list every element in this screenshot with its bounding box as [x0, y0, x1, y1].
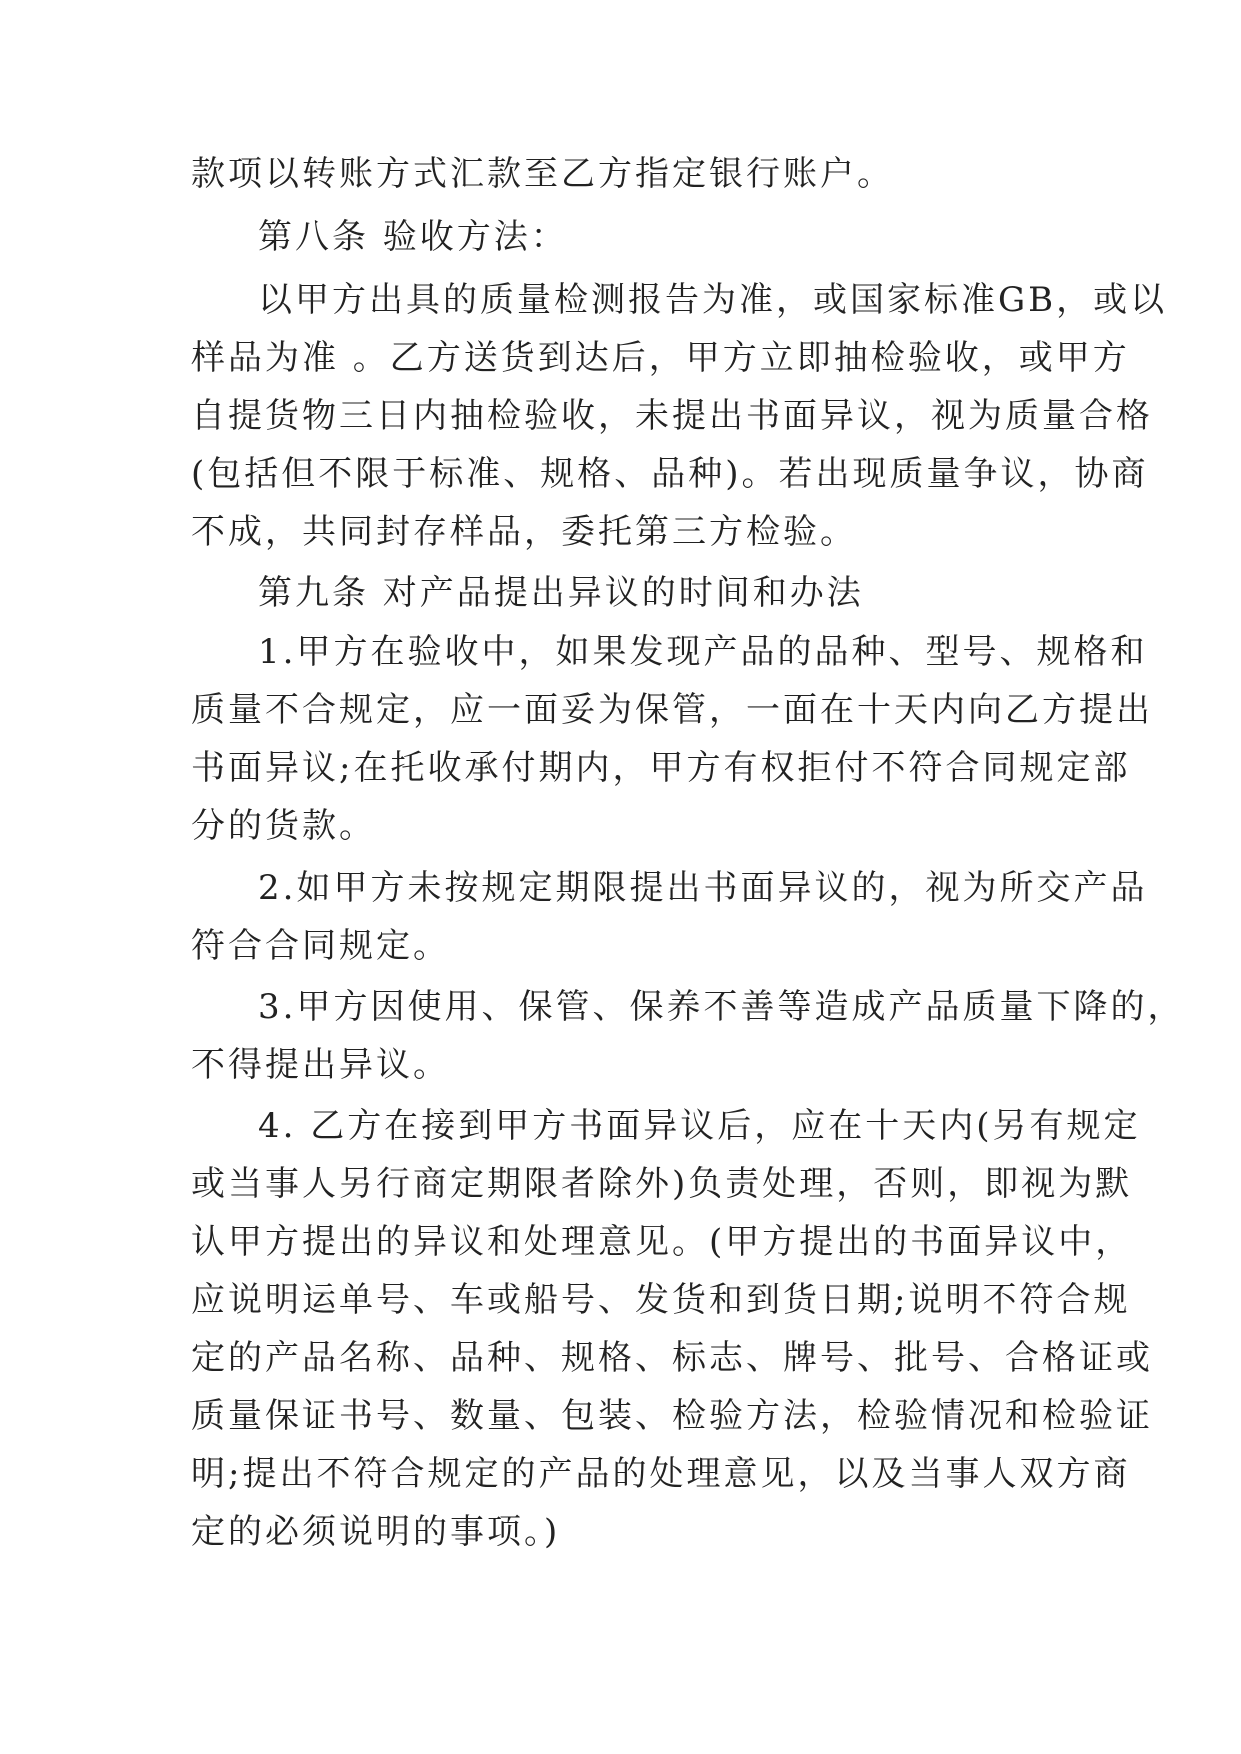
text-line: 1.甲方在验收中，如果发现产品的品种、型号、规格和 — [258, 632, 1148, 672]
text-line: 不得提出异议。 — [191, 1045, 450, 1085]
text-line: 分的货款。 — [191, 806, 376, 846]
text-line: 书面异议;在托收承付期内，甲方有权拒付不符合同规定部 — [191, 748, 1131, 788]
text-line: 3.甲方因使用、保管、保养不善等造成产品质量下降的， — [258, 987, 1185, 1027]
text-line: (包括但不限于标准、规格、品种)。若出现质量争议，协商 — [191, 454, 1149, 494]
text-line: 4. 乙方在接到甲方书面异议后，应在十天内(另有规定 — [258, 1106, 1141, 1146]
text-line: 定的产品名称、品种、规格、标志、牌号、批号、合格证或 — [191, 1338, 1153, 1378]
text-line: 不成，共同封存样品，委托第三方检验。 — [191, 512, 857, 552]
text-line: 或当事人另行商定期限者除外)负责处理，否则，即视为默 — [191, 1164, 1133, 1204]
text-line: 自提货物三日内抽检验收，未提出书面异议，视为质量合格 — [191, 396, 1153, 436]
text-line: 应说明运单号、车或船号、发货和到货日期;说明不符合规 — [191, 1280, 1131, 1320]
section-heading-article-9: 第九条 对产品提出异议的时间和办法 — [258, 573, 864, 613]
text-line: 以甲方出具的质量检测报告为准，或国家标准GB，或以 — [258, 280, 1168, 320]
text-line: 款项以转账方式汇款至乙方指定银行账户。 — [191, 154, 894, 194]
text-line: 2.如甲方未按规定期限提出书面异议的，视为所交产品 — [258, 868, 1148, 908]
text-line: 质量不合规定，应一面妥为保管，一面在十天内向乙方提出 — [191, 690, 1153, 730]
text-line: 认甲方提出的异议和处理意见。(甲方提出的书面异议中， — [191, 1222, 1133, 1262]
text-line: 样品为准 。乙方送货到达后，甲方立即抽检验收，或甲方 — [191, 338, 1130, 378]
text-line: 质量保证书号、数量、包装、检验方法，检验情况和检验证 — [191, 1396, 1153, 1436]
text-line: 符合合同规定。 — [191, 926, 450, 966]
text-line: 明;提出不符合规定的产品的处理意见，以及当事人双方商 — [191, 1454, 1131, 1494]
section-heading-article-8: 第八条 验收方法： — [258, 217, 568, 257]
text-line: 定的必须说明的事项。) — [191, 1512, 561, 1552]
